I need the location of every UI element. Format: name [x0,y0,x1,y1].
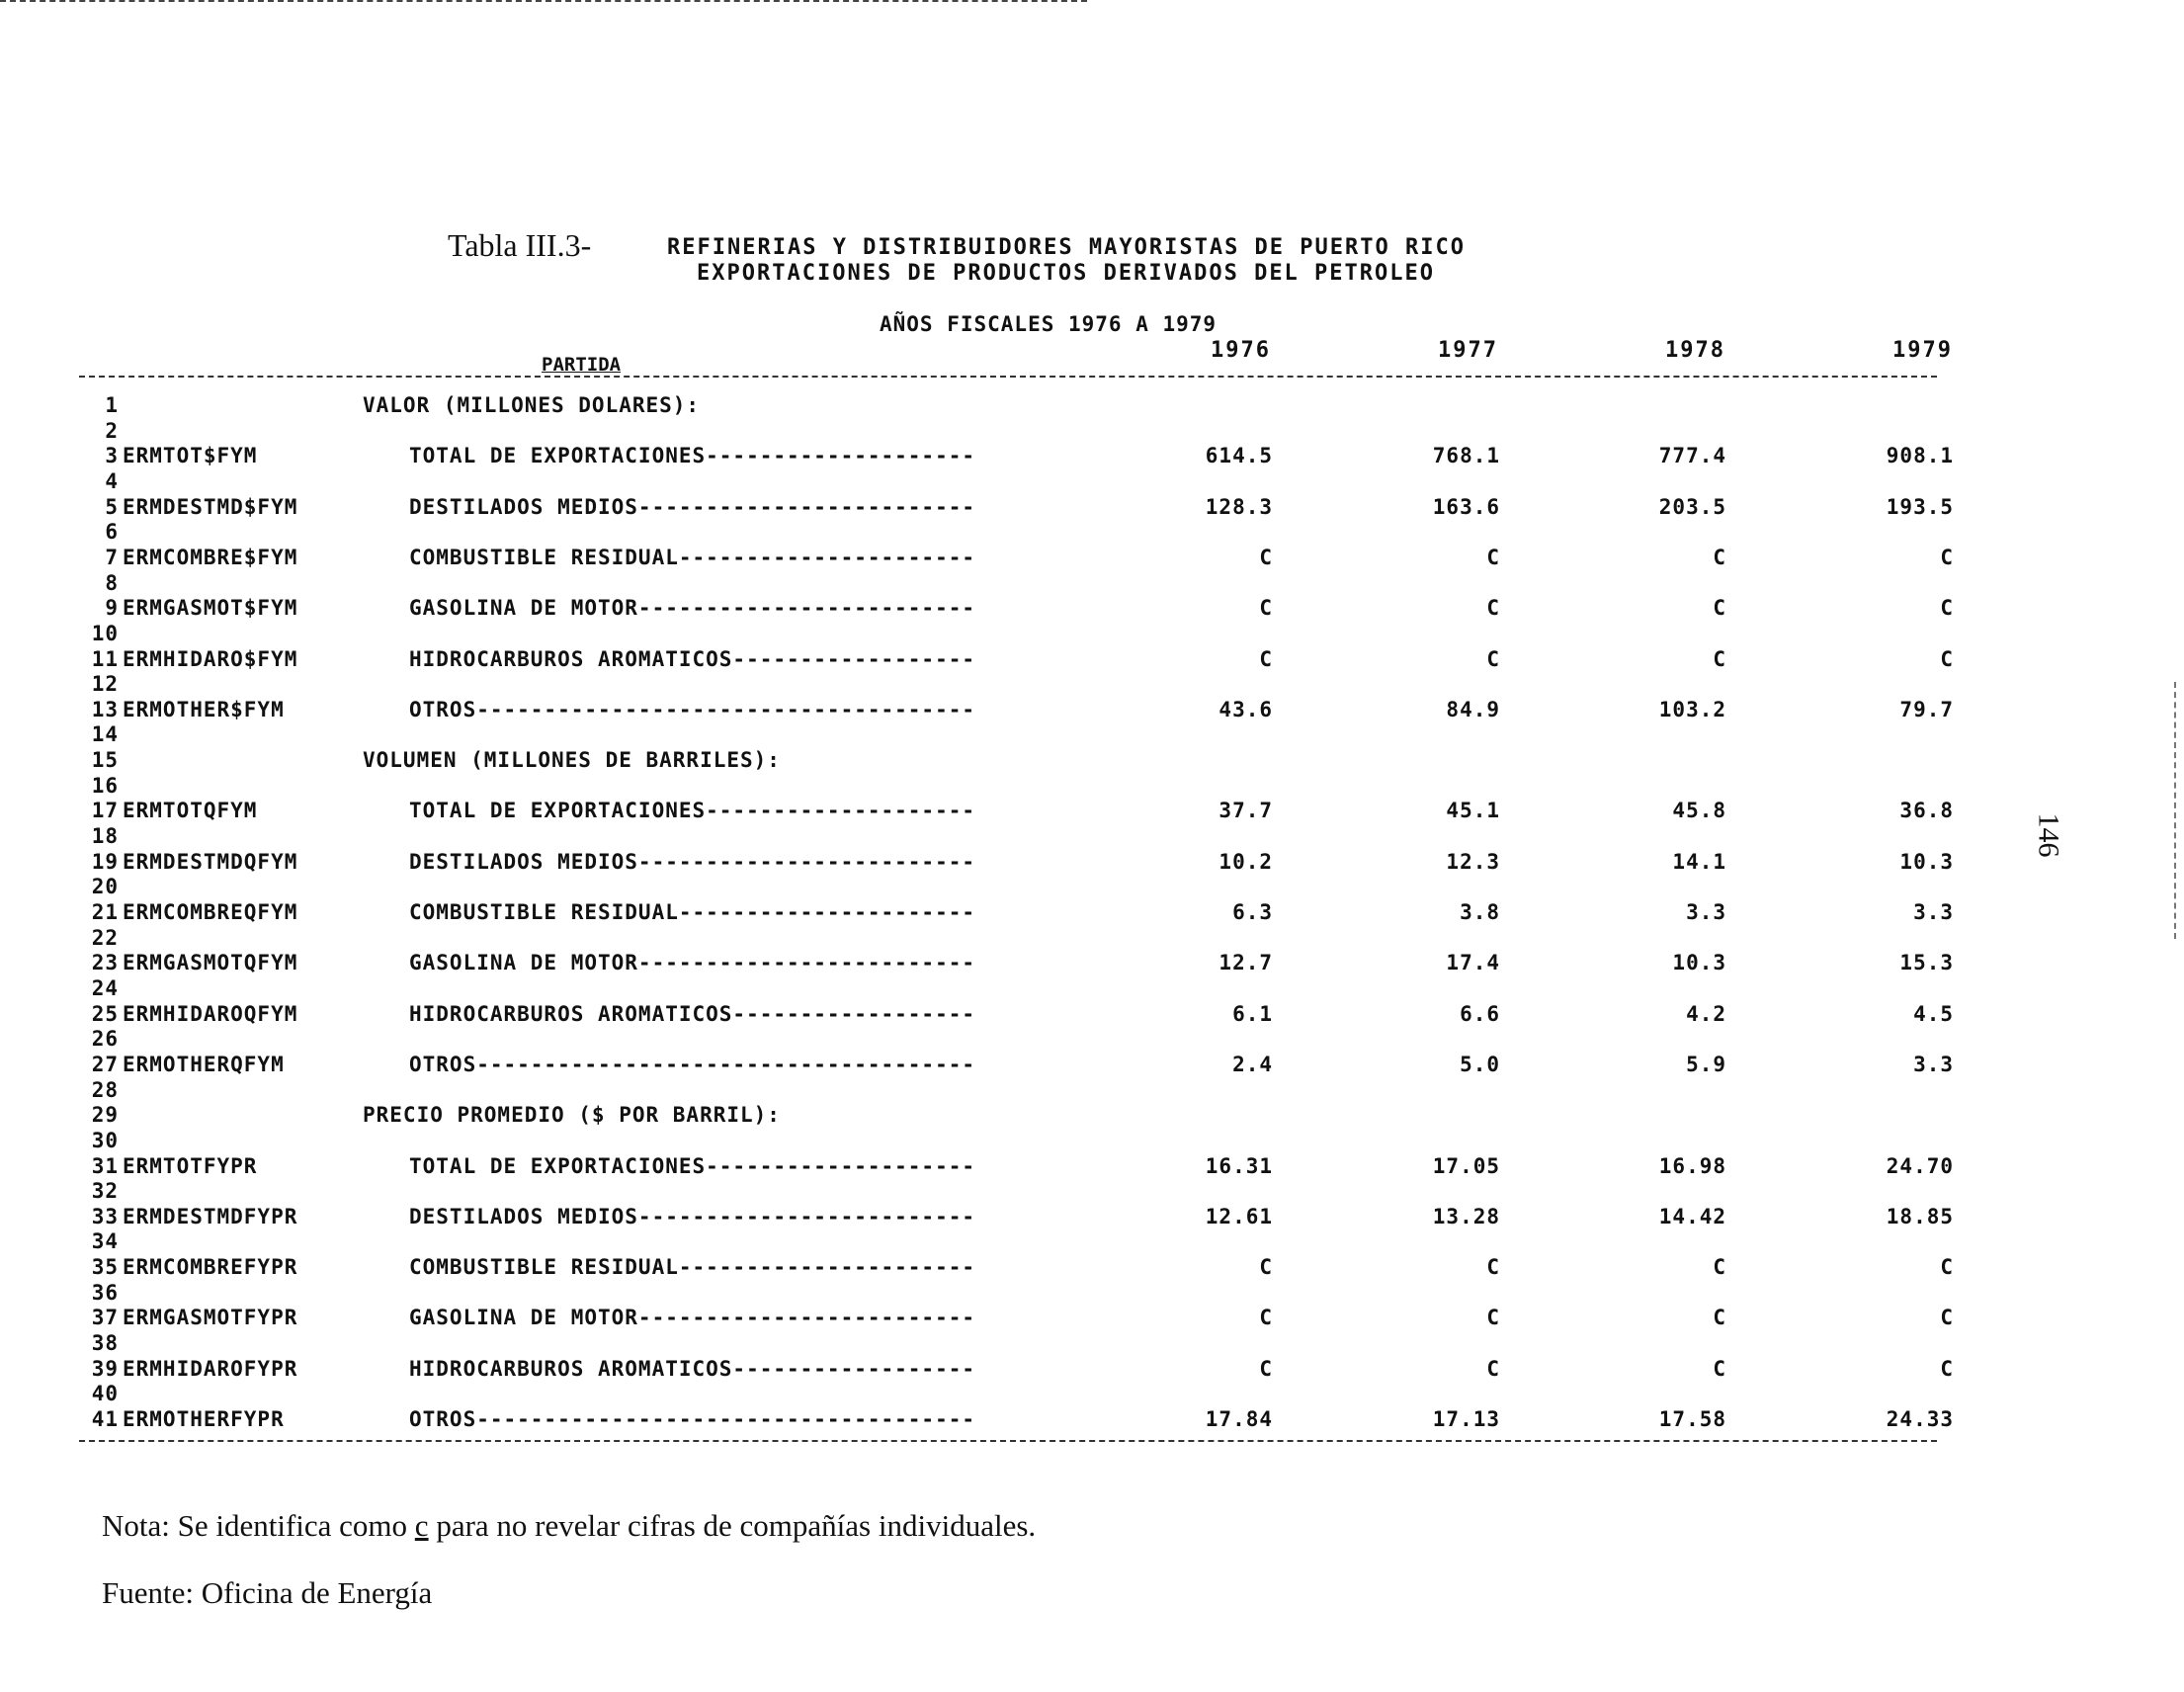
table-row [0,571,2184,597]
table-row [0,393,2184,419]
year-header-1977: 1977 [1438,338,1498,363]
row-number: 5 [105,495,119,519]
table-row [0,1407,2184,1433]
partida-header: PARTIDA [542,354,622,376]
year-header-1979: 1979 [1892,338,1953,363]
table-row [0,647,2184,673]
cell-1979: 4.5 [1913,1002,1954,1026]
table-row [0,774,2184,800]
cell-1976: 16.31 [1205,1154,1273,1178]
row-label: TOTAL DE EXPORTACIONES-------------------- [409,1154,976,1178]
section-heading: VOLUMEN (MILLONES DE BARRILES): [363,748,781,772]
table-row [0,850,2184,876]
row-number: 7 [105,546,119,569]
cell-1977: 13.28 [1432,1205,1500,1228]
cell-1976: C [1259,546,1273,569]
table-row [0,444,2184,469]
row-code: ERMGASMOTFYPR [123,1306,298,1329]
row-number: 11 [91,647,119,671]
cell-1977: C [1486,596,1500,620]
table-row [0,1357,2184,1383]
cell-1978: 16.98 [1658,1154,1726,1178]
row-label: OTROS------------------------------------- [409,1053,976,1076]
row-code: ERMTOTFYPR [123,1154,258,1178]
cell-1978: 203.5 [1658,495,1726,519]
table-row [0,1331,2184,1357]
row-code: ERMHIDAROQFYM [123,1002,298,1026]
section-heading: PRECIO PROMEDIO ($ POR BARRIL): [363,1103,781,1127]
cell-1977: 84.9 [1446,698,1500,721]
row-number: 2 [105,419,119,443]
cell-1979: 15.3 [1899,951,1954,974]
row-code: ERMDESTMDFYPR [123,1205,298,1228]
table-row [0,1129,2184,1154]
cell-1978: C [1713,546,1726,569]
row-number: 4 [105,469,119,493]
cell-1978: C [1713,1255,1726,1279]
cell-1976: 2.4 [1232,1053,1273,1076]
cell-1977: 17.4 [1446,951,1500,974]
cell-1978: 3.3 [1686,900,1726,924]
cell-1977: 12.3 [1446,850,1500,874]
table-row [0,419,2184,445]
row-code: ERMDESTMD$FYM [123,495,298,519]
row-number: 18 [91,824,119,848]
table-row [0,926,2184,952]
table-row [0,1205,2184,1230]
row-label: GASOLINA DE MOTOR------------------------- [409,596,976,620]
table-row [0,1053,2184,1078]
table-row [0,1255,2184,1281]
row-code: ERMHIDARO$FYM [123,647,298,671]
cell-1979: C [1940,1306,1954,1329]
section-heading: VALOR (MILLONES DOLARES): [363,393,701,417]
cell-1976: 6.3 [1232,900,1273,924]
note-text-after: para no revelar cifras de compañías individuales. [428,1508,1037,1543]
cell-1977: 17.13 [1432,1407,1500,1431]
row-code: ERMDESTMDQFYM [123,850,298,874]
cell-1977: 3.8 [1460,900,1500,924]
cell-1979: 18.85 [1886,1205,1954,1228]
row-number: 19 [91,850,119,874]
row-number: 25 [91,1002,119,1026]
table-row [0,546,2184,571]
cell-1977: C [1486,1357,1500,1381]
cell-1979: 908.1 [1886,444,1954,467]
cell-1977: 17.05 [1432,1154,1500,1178]
cell-1978: 10.3 [1672,951,1726,974]
cell-1976: 6.1 [1232,1002,1273,1026]
source-line: Fuente: Oficina de Energía [102,1575,433,1610]
table-row [0,900,2184,926]
cell-1979: 3.3 [1913,900,1954,924]
table-row [0,1179,2184,1205]
cell-1977: 768.1 [1432,444,1500,467]
row-number: 9 [105,596,119,620]
row-number: 3 [105,444,119,467]
row-number: 35 [91,1255,119,1279]
cell-1979: 24.33 [1886,1407,1954,1431]
row-number: 26 [91,1027,119,1051]
cell-1976: 12.61 [1205,1205,1273,1228]
cell-1979: C [1940,1255,1954,1279]
table-row [0,1281,2184,1307]
cell-1978: C [1713,1357,1726,1381]
row-label: GASOLINA DE MOTOR------------------------- [409,951,976,974]
row-label: GASOLINA DE MOTOR------------------------- [409,1306,976,1329]
title-line-1: REFINERIAS Y DISTRIBUIDORES MAYORISTAS DE PUERTO RICO [667,235,1466,260]
table-row [0,951,2184,976]
row-label: COMBUSTIBLE RESIDUAL---------------------- [409,546,976,569]
row-number: 14 [91,722,119,746]
cell-1979: 3.3 [1913,1053,1954,1076]
table-row [0,469,2184,495]
row-code: ERMHIDAROFYPR [123,1357,298,1381]
title-line-3: AÑOS FISCALES 1976 A 1979 [880,312,1218,336]
row-number: 37 [91,1306,119,1329]
table-row [0,1306,2184,1331]
table-row [0,824,2184,850]
row-label: TOTAL DE EXPORTACIONES-------------------- [409,444,976,467]
scan-border-top [0,0,1087,2]
table-rule-top [79,376,1937,378]
row-number: 16 [91,774,119,798]
row-number: 17 [91,799,119,822]
cell-1978: 4.2 [1686,1002,1726,1026]
row-number: 22 [91,926,119,950]
table-row [0,622,2184,647]
year-header-1976: 1976 [1211,338,1271,363]
cell-1977: 163.6 [1432,495,1500,519]
cell-1979: 36.8 [1899,799,1954,822]
row-number: 38 [91,1331,119,1355]
row-number: 41 [91,1407,119,1431]
cell-1976: C [1259,1357,1273,1381]
row-code: ERMCOMBREFYPR [123,1255,298,1279]
table-rule-bottom [79,1440,1937,1442]
row-number: 36 [91,1281,119,1305]
table-row [0,875,2184,900]
row-number: 24 [91,976,119,1000]
cell-1976: 43.6 [1218,698,1273,721]
cell-1976: 614.5 [1205,444,1273,467]
row-number: 34 [91,1229,119,1253]
row-code: ERMOTHERQFYM [123,1053,285,1076]
cell-1979: 24.70 [1886,1154,1954,1178]
table-row [0,1078,2184,1104]
cell-1977: 5.0 [1460,1053,1500,1076]
cell-1978: 45.8 [1672,799,1726,822]
row-code: ERMCOMBRE$FYM [123,546,298,569]
row-label: HIDROCARBUROS AROMATICOS------------------ [409,1357,976,1381]
row-number: 33 [91,1205,119,1228]
row-code: ERMTOTQFYM [123,799,258,822]
year-header-1978: 1978 [1665,338,1725,363]
row-number: 10 [91,622,119,645]
cell-1978: C [1713,647,1726,671]
cell-1977: 6.6 [1460,1002,1500,1026]
row-number: 30 [91,1129,119,1152]
cell-1977: C [1486,1255,1500,1279]
row-code: ERMOTHERFYPR [123,1407,285,1431]
cell-1977: 45.1 [1446,799,1500,822]
cell-1979: C [1940,1357,1954,1381]
cell-1978: 103.2 [1658,698,1726,721]
note-line [102,1508,1036,1544]
cell-1979: 79.7 [1899,698,1954,721]
row-label: COMBUSTIBLE RESIDUAL---------------------- [409,900,976,924]
cell-1979: C [1940,546,1954,569]
note-c-letter: c [414,1508,429,1543]
cell-1979: 10.3 [1899,850,1954,874]
cell-1979: C [1940,596,1954,620]
table-row [0,1229,2184,1255]
table-row [0,698,2184,723]
row-number: 40 [91,1382,119,1405]
cell-1976: C [1259,647,1273,671]
cell-1978: 5.9 [1686,1053,1726,1076]
cell-1977: C [1486,647,1500,671]
row-number: 12 [91,672,119,696]
row-label: DESTILADOS MEDIOS------------------------- [409,1205,976,1228]
row-number: 23 [91,951,119,974]
row-number: 6 [105,520,119,544]
row-number: 28 [91,1078,119,1102]
table-row [0,722,2184,748]
page-number: 146 [2032,812,2065,858]
cell-1976: C [1259,1306,1273,1329]
row-number: 20 [91,875,119,898]
cell-1978: C [1713,1306,1726,1329]
scan-margin-mark [2174,682,2176,939]
table-row [0,1002,2184,1028]
cell-1978: 14.1 [1672,850,1726,874]
table-row [0,1154,2184,1180]
row-number: 13 [91,698,119,721]
note-text-before: Nota: Se identifica como [102,1508,415,1543]
row-label: OTROS------------------------------------- [409,1407,976,1431]
table-row [0,520,2184,546]
cell-1979: C [1940,647,1954,671]
row-number: 21 [91,900,119,924]
cell-1976: C [1259,596,1273,620]
table-row [0,799,2184,824]
table-row [0,596,2184,622]
table-row [0,1382,2184,1407]
row-label: OTROS------------------------------------- [409,698,976,721]
row-number: 8 [105,571,119,595]
row-number: 27 [91,1053,119,1076]
row-label: TOTAL DE EXPORTACIONES-------------------- [409,799,976,822]
row-number: 15 [91,748,119,772]
cell-1978: 777.4 [1658,444,1726,467]
table-row [0,672,2184,698]
row-code: ERMGASMOTQFYM [123,951,298,974]
row-number: 39 [91,1357,119,1381]
table-row [0,495,2184,521]
cell-1976: 17.84 [1205,1407,1273,1431]
cell-1979: 193.5 [1886,495,1954,519]
cell-1977: C [1486,1306,1500,1329]
table-title-prefix [448,227,591,264]
row-label: HIDROCARBUROS AROMATICOS------------------ [409,647,976,671]
row-label: DESTILADOS MEDIOS------------------------- [409,850,976,874]
cell-1976: 128.3 [1205,495,1273,519]
cell-1976: 12.7 [1218,951,1273,974]
title-prefix: Tabla III.3- [448,227,592,263]
row-code: ERMGASMOT$FYM [123,596,298,620]
cell-1976: 10.2 [1218,850,1273,874]
cell-1977: C [1486,546,1500,569]
table-row [0,976,2184,1002]
table-row [0,748,2184,774]
cell-1978: C [1713,596,1726,620]
row-number: 31 [91,1154,119,1178]
row-label: HIDROCARBUROS AROMATICOS------------------ [409,1002,976,1026]
row-number: 1 [105,393,119,417]
cell-1976: C [1259,1255,1273,1279]
row-label: DESTILADOS MEDIOS------------------------- [409,495,976,519]
row-code: ERMCOMBREQFYM [123,900,298,924]
row-number: 32 [91,1179,119,1203]
table-row [0,1103,2184,1129]
row-number: 29 [91,1103,119,1127]
cell-1976: 37.7 [1218,799,1273,822]
cell-1978: 17.58 [1658,1407,1726,1431]
row-label: COMBUSTIBLE RESIDUAL---------------------- [409,1255,976,1279]
title-line-2: EXPORTACIONES DE PRODUCTOS DERIVADOS DEL PETROLEO [697,261,1436,286]
row-code: ERMOTHER$FYM [123,698,285,721]
row-code: ERMTOT$FYM [123,444,258,467]
table-row [0,1027,2184,1053]
cell-1978: 14.42 [1658,1205,1726,1228]
